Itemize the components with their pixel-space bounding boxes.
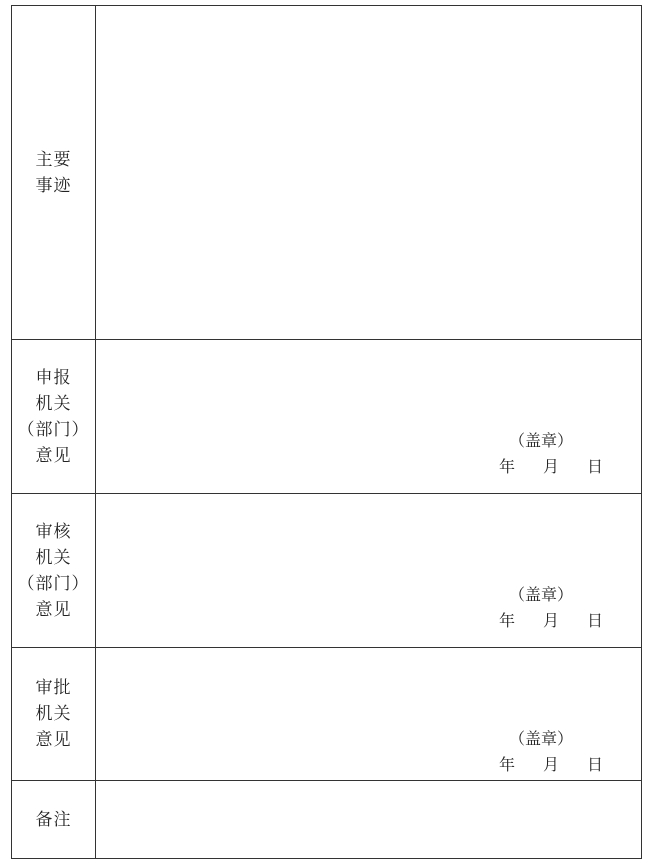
main-deeds-label — [36, 147, 72, 199]
remarks-content-cell[interactable] — [96, 781, 642, 859]
date-line — [499, 454, 603, 480]
date-year: 年 — [498, 457, 515, 476]
review-opinion-label — [18, 519, 90, 623]
approve-opinion-content-cell[interactable] — [96, 648, 642, 781]
approve-opinion-label-cell — [12, 648, 96, 781]
date-line — [499, 752, 603, 778]
remarks-label-cell — [12, 781, 96, 859]
stamp-text: （盖章） — [508, 585, 573, 604]
label-line: 备注 — [35, 809, 72, 830]
date-day: 日 — [586, 457, 603, 476]
date-year: 年 — [498, 611, 515, 630]
stamp-text: （盖章） — [508, 729, 573, 748]
review-opinion-row — [12, 494, 642, 648]
form-table — [11, 5, 642, 859]
label-line: 申报 — [35, 367, 72, 388]
remarks-row — [12, 781, 642, 859]
stamp-text: （盖章） — [508, 431, 573, 450]
label-line: 意见 — [35, 599, 72, 620]
label-line: 机关 — [35, 547, 72, 568]
apply-opinion-label-cell — [12, 340, 96, 494]
review-stamp-block — [499, 582, 603, 634]
date-year: 年 — [498, 755, 515, 774]
label-line: 审核 — [35, 521, 72, 542]
date-day: 日 — [586, 755, 603, 774]
main-deeds-row — [12, 6, 642, 340]
review-opinion-content-cell[interactable] — [96, 494, 642, 648]
label-line: （部门） — [17, 419, 90, 440]
approve-opinion-label — [36, 675, 72, 753]
label-line: 审批 — [35, 678, 72, 698]
apply-opinion-content-cell[interactable] — [96, 340, 642, 494]
label-line: 事迹 — [35, 175, 72, 196]
apply-stamp-block — [499, 428, 603, 480]
main-deeds-content-cell[interactable] — [96, 6, 642, 340]
label-line: 主要 — [35, 149, 72, 170]
date-month: 月 — [542, 611, 559, 630]
label-line: 机关 — [35, 704, 72, 724]
review-opinion-label-cell — [12, 494, 96, 648]
label-line: 意见 — [35, 445, 72, 466]
label-line: （部门） — [17, 573, 90, 594]
approve-stamp-block — [499, 726, 603, 778]
apply-opinion-row — [12, 340, 642, 494]
label-line: 机关 — [35, 393, 72, 414]
date-line — [499, 608, 603, 634]
label-line: 意见 — [35, 730, 72, 750]
main-deeds-label-cell — [12, 6, 96, 340]
remarks-label — [36, 807, 72, 833]
approve-opinion-row — [12, 648, 642, 781]
apply-opinion-label — [18, 365, 90, 469]
date-month: 月 — [542, 457, 559, 476]
date-month: 月 — [542, 755, 559, 774]
date-day: 日 — [586, 611, 603, 630]
